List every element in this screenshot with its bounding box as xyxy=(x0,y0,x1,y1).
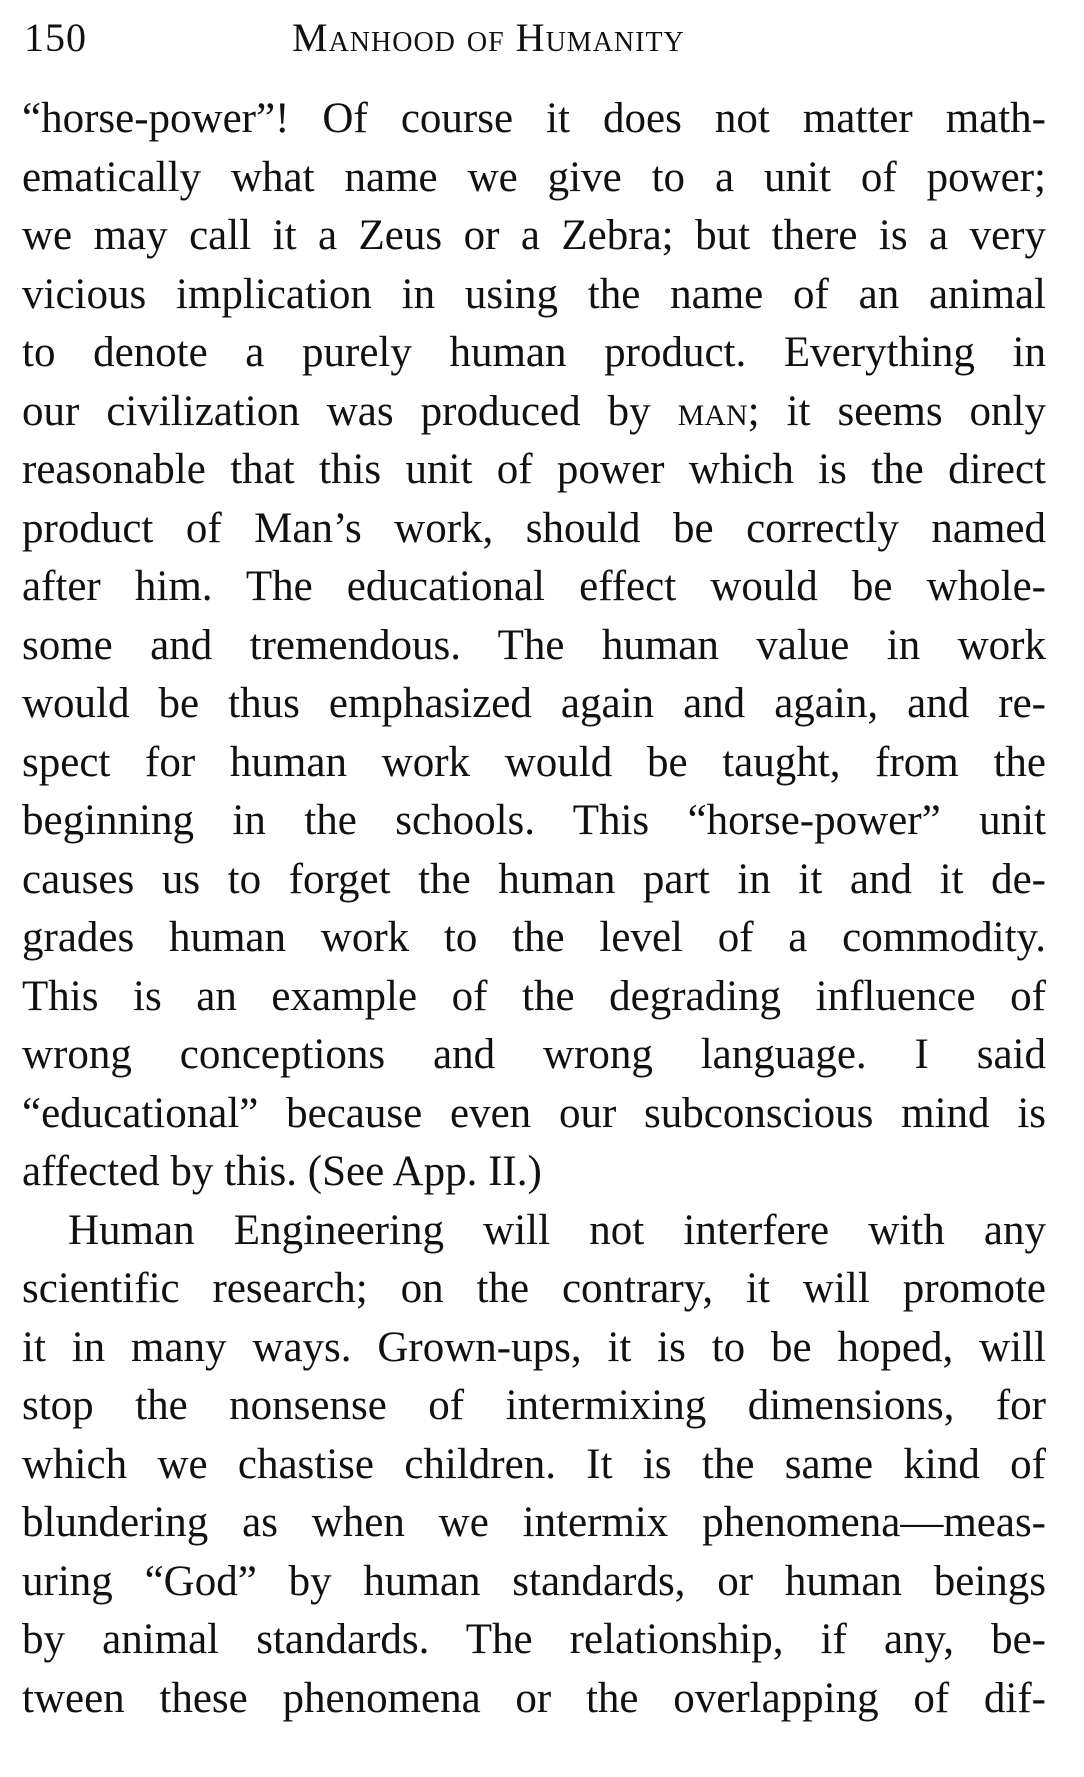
text-line: by animal standards. The relationship, if any, be- xyxy=(22,1616,1046,1663)
text-line: wrong conceptions and wrong language. I said xyxy=(22,1031,1046,1078)
text-line: reasonable that this unit of power which is the direct xyxy=(22,446,1046,493)
paragraph-2 xyxy=(22,1202,1046,1729)
text-line: tween these phenomena or the overlapping of dif- xyxy=(22,1674,1046,1722)
text-line: blundering as when we intermix phenomena—meas- xyxy=(22,1499,1046,1546)
text-line: some and tremendous. The human value in work xyxy=(22,621,1046,669)
text-line: it in many ways. Grown-ups, it is to be hoped, will xyxy=(22,1323,1046,1371)
text-line: vicious implication in using the name of an animal xyxy=(22,270,1046,318)
body-text xyxy=(22,90,1046,1728)
text-line: which we chastise children. It is the same kind of xyxy=(22,1440,1046,1488)
text-line: grades human work to the level of a commodity. xyxy=(22,914,1046,961)
text-line: our civilization was produced by man; it seems only xyxy=(22,387,1046,435)
text-line: after him. The educational effect would be whole- xyxy=(22,563,1046,610)
text-line: “educational” because even our subconscious mind is xyxy=(22,1089,1046,1137)
running-title: Manhood of Humanity xyxy=(292,15,685,60)
text-line: ematically what name we give to a unit of power; xyxy=(22,153,1046,201)
paragraph-1 xyxy=(22,90,1046,1202)
text-line: we may call it a Zeus or a Zebra; but there is a very xyxy=(22,212,1046,259)
text-line: causes us to forget the human part in it and it de- xyxy=(22,855,1046,903)
text-line: “horse-power”! Of course it does not matter math- xyxy=(22,95,1046,142)
text-line: would be thus emphasized again and again, and re- xyxy=(22,680,1046,727)
text-line: This is an example of the degrading influence of xyxy=(22,972,1046,1020)
page-number: 150 xyxy=(24,15,87,60)
text-line: spect for human work would be taught, from the xyxy=(22,738,1046,786)
text-line: to denote a purely human product. Everything in xyxy=(22,329,1046,376)
small-caps-word: man xyxy=(677,387,748,435)
text-line: beginning in the schools. This “horse-power” unit xyxy=(22,797,1046,844)
text-line: Human Engineering will not interfere with any xyxy=(68,1206,1046,1254)
text-line: affected by this. (See App. II.) xyxy=(22,1148,542,1195)
running-head xyxy=(22,0,1046,90)
text-line: stop the nonsense of intermixing dimensions, for xyxy=(22,1382,1046,1429)
text-line: product of Man’s work, should be correctly named xyxy=(22,504,1046,552)
text-line: uring “God” by human standards, or human beings xyxy=(22,1557,1046,1605)
text-line: scientific research; on the contrary, it will promote xyxy=(22,1265,1046,1312)
